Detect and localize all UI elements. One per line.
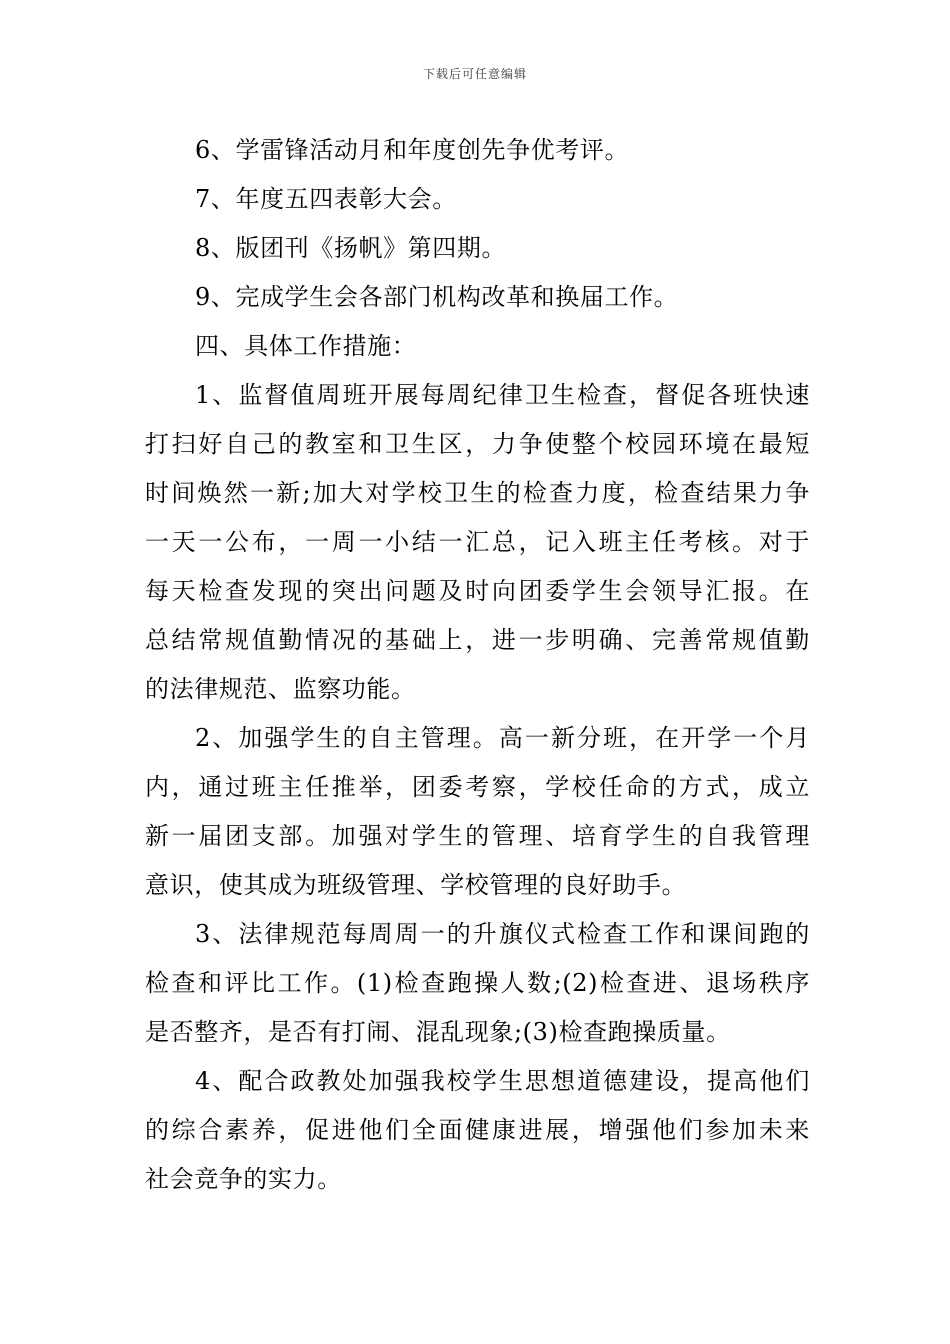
paragraph-1-line: 时间焕然一新;加大对学校卫生的检查力度，检查结果力争 [145, 479, 810, 507]
paragraph-2-line: 内，通过班主任推举，团委考察，学校任命的方式，成立 [145, 773, 810, 801]
paragraph-1-line: 一天一公布，一周一小结一汇总，记入班主任考核。对于 [145, 528, 810, 556]
list-item-6: 6、学雷锋活动月和年度创先争优考评。 [195, 136, 630, 164]
paragraph-3-line: 是否整齐，是否有打闹、混乱现象;(3)检查跑操质量。 [145, 1018, 731, 1046]
list-item-9: 9、完成学生会各部门机构改革和换届工作。 [195, 283, 679, 311]
paragraph-3-line: 检查和评比工作。(1)检查跑操人数;(2)检查进、退场秩序 [145, 969, 810, 997]
paragraph-4-line: 社会竞争的实力。 [145, 1165, 342, 1193]
paragraph-4-line: 的综合素养，促进他们全面健康进展，增强他们参加未来 [145, 1116, 810, 1144]
paragraph-1-line: 每天检查发现的突出问题及时向团委学生会领导汇报。在 [145, 577, 810, 605]
section-heading: 四、具体工作措施： [195, 332, 417, 360]
paragraph-3-line: 3、法律规范每周周一的升旗仪式检查工作和课间跑的 [195, 920, 810, 948]
paragraph-2-line: 意识，使其成为班级管理、学校管理的良好助手。 [145, 871, 687, 899]
list-item-8: 8、版团刊《扬帆》第四期。 [195, 234, 507, 262]
paragraph-1-line: 的法律规范、监察功能。 [145, 675, 416, 703]
paragraph-1-line: 总结常规值勤情况的基础上，进一步明确、完善常规值勤 [145, 626, 810, 654]
paragraph-1-line: 打扫好自己的教室和卫生区，力争使整个校园环境在最短 [145, 430, 810, 458]
paragraph-2-line: 新一届团支部。加强对学生的管理、培育学生的自我管理 [145, 822, 810, 850]
paragraph-2-line: 2、加强学生的自主管理。高一新分班，在开学一个月 [195, 724, 810, 752]
list-item-7: 7、年度五四表彰大会。 [195, 185, 457, 213]
paragraph-1-line: 1、监督值周班开展每周纪律卫生检查，督促各班快速 [195, 381, 810, 409]
document-body [145, 126, 810, 1204]
page-header: 下载后可任意编辑 [422, 67, 527, 81]
paragraph-4-line: 4、配合政教处加强我校学生思想道德建设，提高他们 [195, 1067, 810, 1095]
